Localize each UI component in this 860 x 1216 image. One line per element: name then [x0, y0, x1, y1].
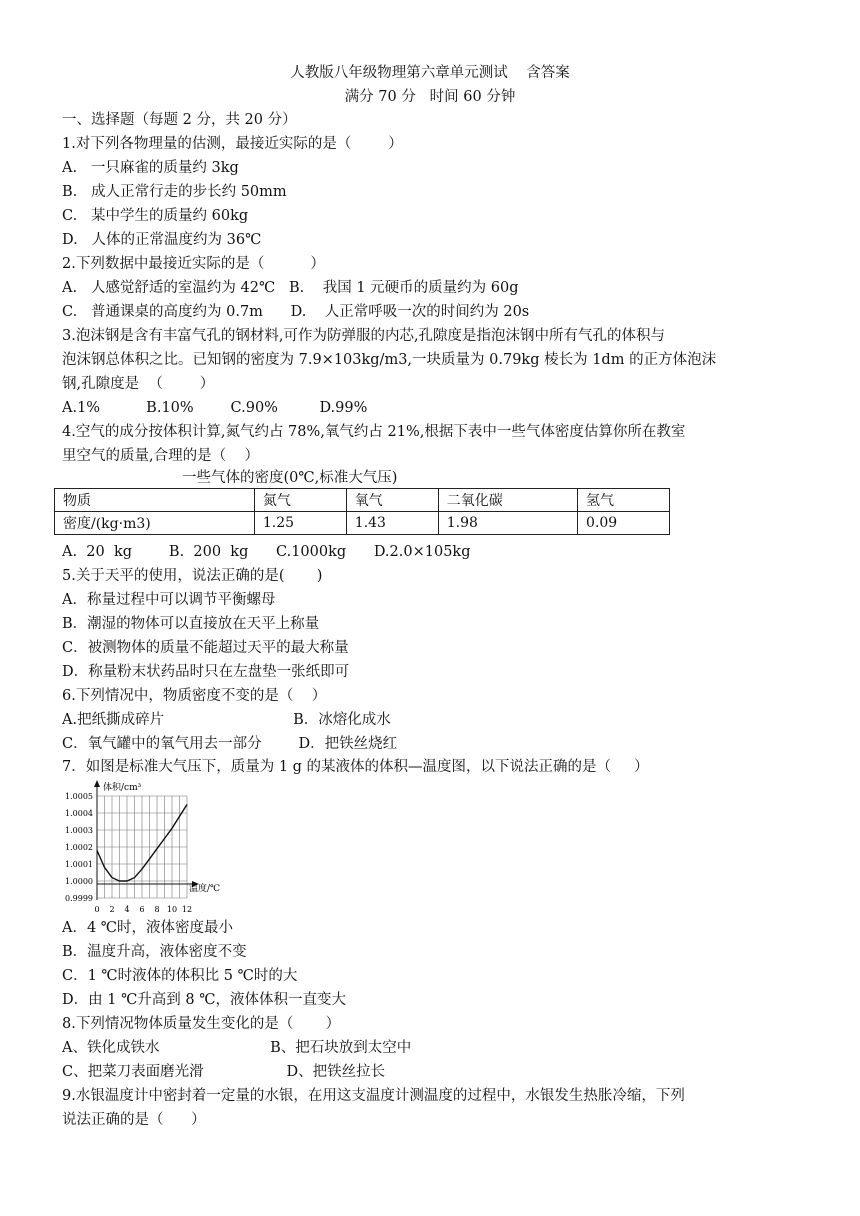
options-4: A. 20 kg B. 200 kg C.1000kg D.2.0×105kg — [62, 544, 471, 560]
table-cell: 物质 — [55, 489, 255, 512]
table-cell: 氮气 — [254, 489, 346, 512]
y-tick-label: 1.0002 — [65, 843, 93, 852]
option-1a: A. 一只麻雀的质量约 3kg — [62, 160, 239, 176]
option-7b: B．温度升高，液体密度不变 — [62, 944, 247, 960]
x-tick-label: 12 — [181, 905, 193, 914]
option-1d: D. 人体的正常温度约为 36℃ — [62, 232, 262, 248]
y-tick-label: 1.0003 — [65, 826, 93, 835]
exam-title: 人教版八年级物理第六章单元测试 含答案 — [290, 65, 570, 81]
options-8ab: A、铁化成铁水 B、把石块放到太空中 — [62, 1040, 412, 1056]
x-tick-label: 2 — [109, 905, 115, 914]
table-cell: 氢气 — [578, 489, 670, 512]
option-7d: D．由 1 ℃升高到 8 ℃，液体体积一直变大 — [62, 992, 346, 1008]
options-2cd: C. 普通课桌的高度约为 0.7m D. 人正常呼吸一次的时间约为 20s — [62, 304, 530, 320]
option-1b: B. 成人正常行走的步长约 50mm — [62, 184, 287, 200]
question-8: 8.下列情况物体质量发生变化的是（ ） — [62, 1016, 341, 1032]
question-4-line1: 4.空气的成分按体积计算,氮气约占 78%,氧气约占 21%,根据下表中一些气体密度估算你所在教室 — [62, 424, 686, 440]
question-7: 7．如图是标准大气压下，质量为 1 g 的某液体的体积—温度图，以下说法正确的是（ ） — [62, 759, 649, 775]
x-tick-label: 0 — [94, 905, 100, 914]
question-2: 2.下列数据中最接近实际的是（ ） — [62, 256, 325, 272]
y-tick-label: 1.0000 — [65, 877, 93, 886]
options-6ab: A.把纸撕成碎片 B．冰熔化成水 — [62, 712, 391, 728]
chart-axes — [94, 780, 199, 900]
y-tick-label: 1.0005 — [65, 792, 93, 801]
y-tick-label: 0.9999 — [65, 894, 93, 903]
table-row — [55, 512, 670, 535]
question-3-line3: 钢,孔隙度是 （ ） — [62, 376, 215, 392]
option-5a: A．称量过程中可以调节平衡螺母 — [62, 592, 276, 608]
x-tick-label: 10 — [166, 905, 178, 914]
table-cell: 1.98 — [438, 512, 577, 535]
x-tick-label: 4 — [124, 905, 130, 914]
table-cell: 氧气 — [346, 489, 438, 512]
option-5d: D．称量粉末状药品时只在左盘垫一张纸即可 — [62, 664, 350, 680]
options-2ab: A. 人感觉舒适的室温约为 42℃ B. 我国 1 元硬币的质量约为 60g — [62, 280, 519, 296]
y-tick-labels — [65, 792, 93, 903]
option-7a: A．4 ℃时，液体密度最小 — [62, 920, 234, 936]
table-cell: 二氧化碳 — [438, 489, 577, 512]
question-3-line2: 泡沫钢总体积之比。已知钢的密度为 7.9×103kg/m3,一块质量为 0.79kg 棱长为 1dm 的正方体泡沫 — [62, 352, 717, 368]
x-tick-label: 8 — [154, 905, 160, 914]
x-tick-label: 6 — [139, 905, 145, 914]
y-axis-label: 体积/cm³ — [103, 783, 142, 793]
x-tick-labels — [94, 905, 192, 914]
volume-temperature-chart — [58, 778, 221, 920]
question-5: 5.关于天平的使用，说法正确的是( ) — [62, 568, 323, 584]
table-header-row — [55, 489, 670, 512]
table-caption: 一些气体的密度(0℃,标准大气压) — [182, 470, 398, 486]
gas-density-table — [54, 488, 670, 535]
section-heading: 一、选择题（每题 2 分，共 20 分） — [62, 112, 297, 128]
option-5b: B．潮湿的物体可以直接放在天平上称量 — [62, 616, 320, 632]
table-cell: 0.09 — [578, 512, 670, 535]
option-5c: C．被测物体的质量不能超过天平的最大称量 — [62, 640, 349, 656]
question-6: 6.下列情况中，物质密度不变的是（ ） — [62, 688, 327, 704]
options-3: A.1% B.10% C.90% D.99% — [62, 400, 368, 416]
y-tick-label: 1.0004 — [65, 809, 93, 818]
exam-subtitle: 满分 70 分 时间 60 分钟 — [344, 89, 516, 105]
question-9-line2: 说法正确的是（ ） — [62, 1112, 206, 1128]
option-7c: C．1 ℃时液体的体积比 5 ℃时的大 — [62, 968, 298, 984]
question-1: 1.对下列各物理量的估测，最接近实际的是（ ） — [62, 136, 403, 152]
chart-grid — [97, 796, 187, 898]
y-tick-label: 1.0001 — [65, 860, 93, 869]
question-4-line2: 里空气的质量,合理的是（ ） — [62, 448, 260, 464]
options-8cd: C、把菜刀表面磨光滑 D、把铁丝拉长 — [62, 1064, 386, 1080]
table-cell: 1.43 — [346, 512, 438, 535]
x-axis-label: 温度/℃ — [189, 884, 221, 894]
question-3-line1: 3.泡沫钢是含有丰富气孔的钢材料,可作为防弹服的内芯,孔隙度是指泡沫钢中所有气孔的体积与 — [62, 328, 666, 344]
option-1c: C. 某中学生的质量约 60kg — [62, 208, 249, 224]
table-cell: 密度/(kg·m3) — [55, 512, 255, 535]
table-cell: 1.25 — [254, 512, 346, 535]
options-6cd: C．氧气罐中的氧气用去一部分 D．把铁丝烧红 — [62, 736, 398, 752]
question-9-line1: 9.水银温度计中密封着一定量的水银，在用这支温度计测温度的过程中，水银发生热胀冷缩，下列 — [62, 1088, 685, 1104]
